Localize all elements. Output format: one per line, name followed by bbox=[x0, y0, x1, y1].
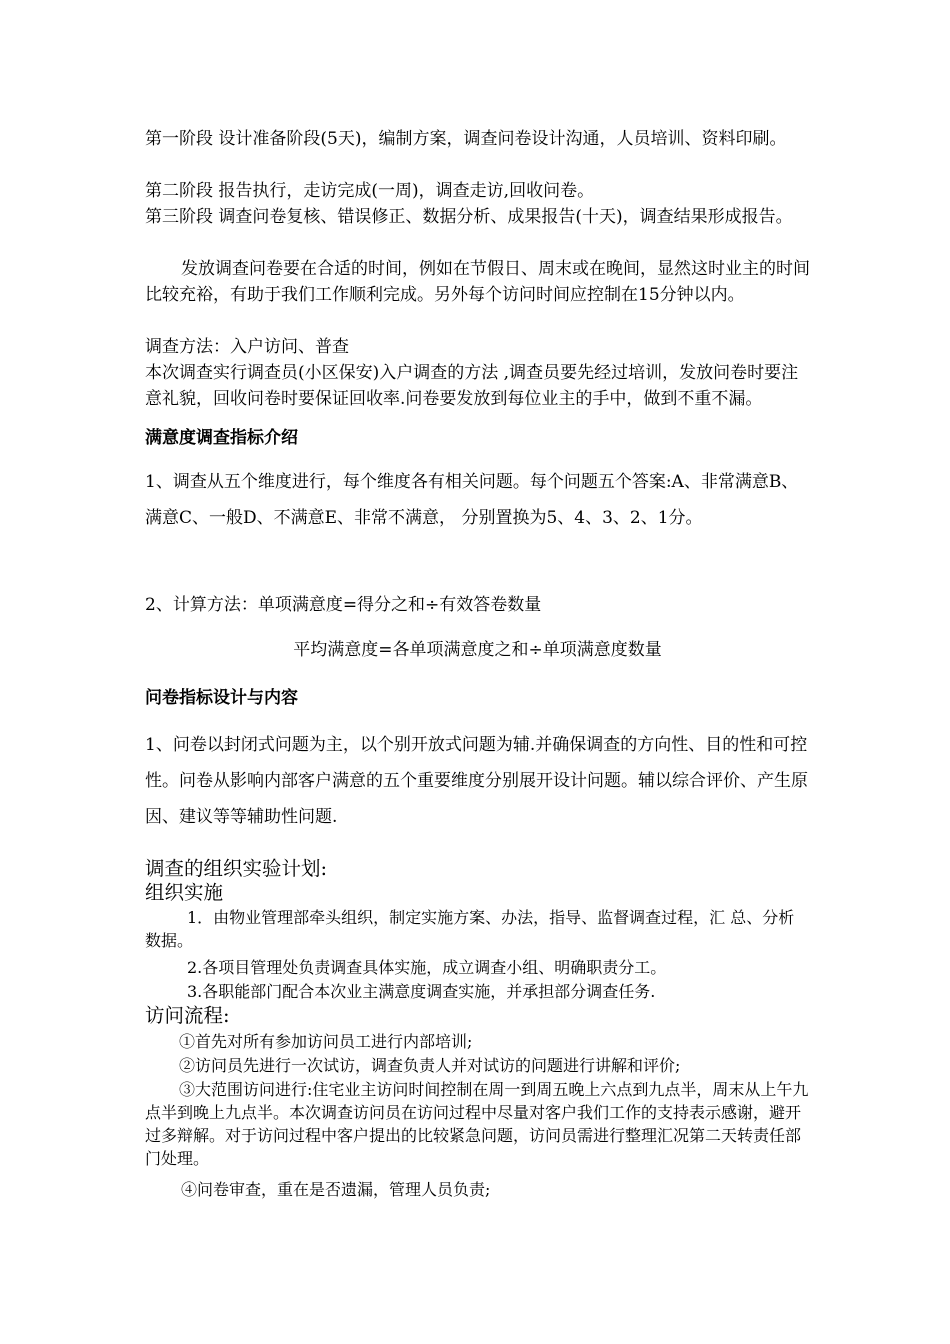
plan-title: 调查的组织实验计划: bbox=[145, 857, 328, 880]
section-title-satisfaction: 满意度调查指标介绍 bbox=[145, 428, 298, 448]
questionnaire-item-1: 1、问卷以封闭式问题为主，以个别开放式问题为辅.并确保调查的方向性、目的性和可控性。问卷从影响内部客户满意的五个重要维度分别展开设计问题。辅以综合评价、产生原因、建议等等辅助性问题. bbox=[145, 735, 808, 827]
method-line: 调查方法：入户访问、普查 bbox=[145, 337, 349, 357]
satisfaction-item-2: 2、计算方法：单项满意度=得分之和÷有效答卷数量 bbox=[145, 595, 542, 615]
satisfaction-item-1: 1、调查从五个维度进行，每个维度各有相关问题。每个问题五个答案:A、非常满意B、满意C、一般D、不满意E、非常不满意， 分别置换为5、4、3、2、1分。 bbox=[145, 472, 799, 528]
phase-1: 第一阶段 设计准备阶段(5天)，编制方案，调查问卷设计沟通，人员培训、资料印刷。 bbox=[145, 129, 787, 149]
flow-step-3: ③大范围访问进行:住宅业主访问时间控制在周一到周五晚上六点到九点半，周末从上午九点半到晚上九点半。本次调查访问员在访问过程中尽量对客户我们工作的支持表示感谢，避开过多辩解。对于访问过程中客户提出的比较紧急问题，访问员需进行整理汇况第二天转责任部门处理。 bbox=[145, 1080, 809, 1168]
flow-title: 访问流程: bbox=[145, 1004, 230, 1027]
plan-item-3: 3.各职能部门配合本次业主满意度调查实施，并承担部分调查任务. bbox=[187, 982, 656, 1001]
plan-item-1: 1．由物业管理部牵头组织，制定实施方案、办法，指导、监督调查过程，汇 总、分析数据。 bbox=[145, 908, 795, 950]
average-formula: 平均满意度=各单项满意度之和÷单项满意度数量 bbox=[293, 640, 662, 660]
phase-2: 第二阶段 报告执行，走访完成(一周)，调查走访,回收问卷。 bbox=[145, 181, 595, 201]
plan-subtitle: 组织实施 bbox=[145, 881, 224, 904]
section-title-questionnaire: 问卷指标设计与内容 bbox=[145, 688, 298, 708]
flow-step-2: ②访问员先进行一次试访，调查负责人并对试访的问题进行讲解和评价; bbox=[179, 1056, 681, 1075]
flow-step-4: ④问卷审查，重在是否遗漏，管理人员负责; bbox=[181, 1180, 491, 1199]
flow-step-1: ①首先对所有参加访问员工进行内部培训; bbox=[179, 1032, 473, 1051]
plan-item-2: 2.各项目管理处负责调查具体实施，成立调查小组、明确职责分工。 bbox=[187, 958, 667, 977]
timing-paragraph: 发放调查问卷要在合适的时间，例如在节假日、周末或在晚间，显然这时业主的时间比较充裕，有助于我们工作顺利完成。另外每个访问时间应控制在15分钟以内。 bbox=[145, 259, 810, 305]
phase-3: 第三阶段 调查问卷复核、错误修正、数据分析、成果报告(十天)，调查结果形成报告。 bbox=[145, 207, 793, 227]
method-paragraph: 本次调查实行调查员(小区保安)入户调查的方法 ,调查员要先经过培训，发放问卷时要注意礼貌，回收问卷时要保证回收率.问卷要发放到每位业主的手中，做到不重不漏。 bbox=[145, 363, 799, 409]
